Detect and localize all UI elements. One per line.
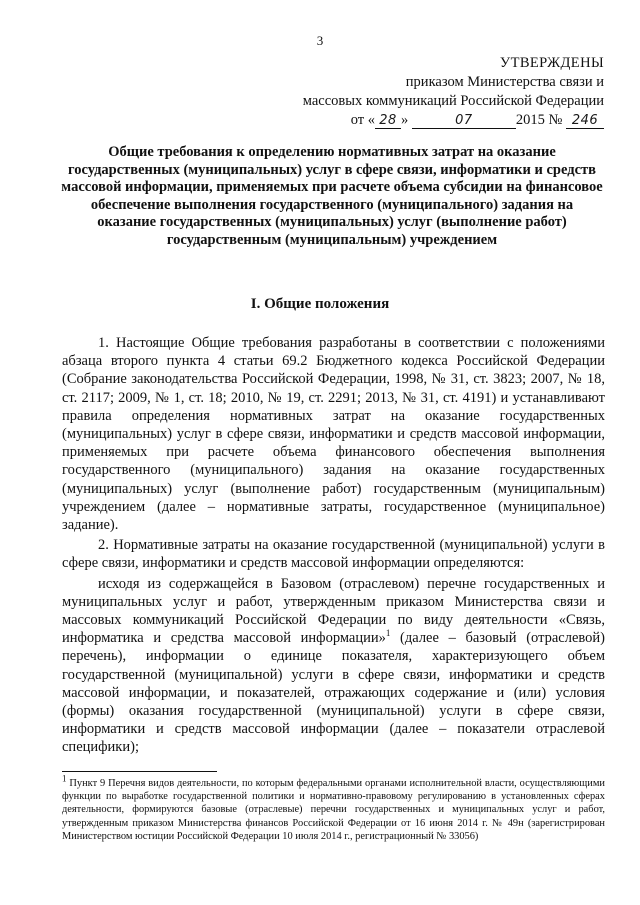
document-body: [62, 334, 605, 759]
footnote-divider: [62, 771, 217, 772]
approval-line-2: массовых коммуникаций Российской Федерации: [302, 93, 604, 109]
paragraph-3-text-a: исходя из содержащейся в Базовом (отраслевом) перечне государственных и муниципальных услуг и работ, утвержденным приказом Министерства связи и массовых коммуникаций Российской Федерации по виду деятельности «Связь, информатика и средства массовой информации»: [62, 575, 605, 647]
paragraph-1: 1. Настоящие Общие требования разработаны в соответствии с положениями абзаца второго пункта 4 статьи 69.2 Бюджетного кодекса Российской Федерации (Собрание законодательства Российской Федерации, 1998, № 31, ст. 3823; 2007, № 18, ст. 2117; 2009, № 1, ст. 18; 2010, № 19, ст. 2291; 2013, № 31, ст. 4191) и устанавливают правила определения нормативных затрат на оказание государственных (муниципальных) услуг в сфере связи, информатики и средств массовой информации, применяемых при расчете объема финансового обеспечения выполнения государственного (муниципального) задания на оказание государственных (муниципальных) услуг (выполнение работ) государственным (муниципальным) учреждением (далее – нормативные затраты, государственное (муниципальное) задание).: [62, 335, 605, 534]
footnote-body: Пункт 9 Перечня видов деятельности, по которым федеральными органами исполнительной власти, осуществляющими функции по выработке государственной политики и нормативно-правовому регулированию в установленных сферах деятельности, формируются базовые (отраслевые) перечни государственных и муниципальных услуг и работ, утвержденным приказом Министерства финансов Российской Федерации от 16 июня 2014 г. № 49н (зарегистрирован Министерством юстиции Российской Федерации 10 июля 2014 г., регистрационный № 33056): [62, 778, 605, 842]
approval-title: УТВЕРЖДЕНЫ: [499, 55, 604, 71]
footnote-mark: 1: [62, 773, 67, 784]
date-month-handwritten: 07: [412, 113, 516, 129]
order-number-handwritten: 246: [566, 113, 604, 129]
approval-stamp: [303, 54, 604, 130]
date-prefix: от «: [350, 112, 376, 128]
document-title: Общие требования к определению нормативных затрат на оказание государственных (муниципальных) услуг в сфере связи, информатики и средств массовой информации, применяемых при расчете объема субсидии на финансовое обеспечение выполнения государственного (муниципального) задания на оказание государственных (муниципальных) услуг (выполнение работ) государственным (муниципальным) учреждением: [61, 144, 603, 248]
approval-date-line: [351, 111, 604, 130]
paragraph-3: [62, 575, 605, 757]
date-day-handwritten: 28: [375, 113, 401, 129]
paragraph-3-text-b: (далее – базовый (отраслевой) перечень), информации о единице показателя, характеризующего объем государственной (муниципальной) услуги в сфере связи, информатики и средств массовой информации, и показателей, отражающих содержание и (или) условия (формы) оказания государственной (муниципальной) услуги в сфере связи, информатики и средств массовой информации (далее – показатели отраслевой специфики);: [62, 630, 605, 756]
footnote-reference[interactable]: 1: [385, 628, 391, 639]
date-quote-close: »: [401, 112, 409, 128]
approval-line-1: приказом Министерства связи и: [405, 74, 604, 90]
footnote-text: [62, 773, 605, 843]
date-year-number-label: 2015 №: [515, 112, 563, 128]
page-number: 3: [316, 33, 324, 48]
section-heading: I. Общие положения: [250, 296, 390, 312]
footnote: [62, 773, 605, 843]
paragraph-2: 2. Нормативные затраты на оказание государственной (муниципальной) услуги в сфере связи, информатики и средств массовой информации определяются:: [62, 537, 605, 572]
